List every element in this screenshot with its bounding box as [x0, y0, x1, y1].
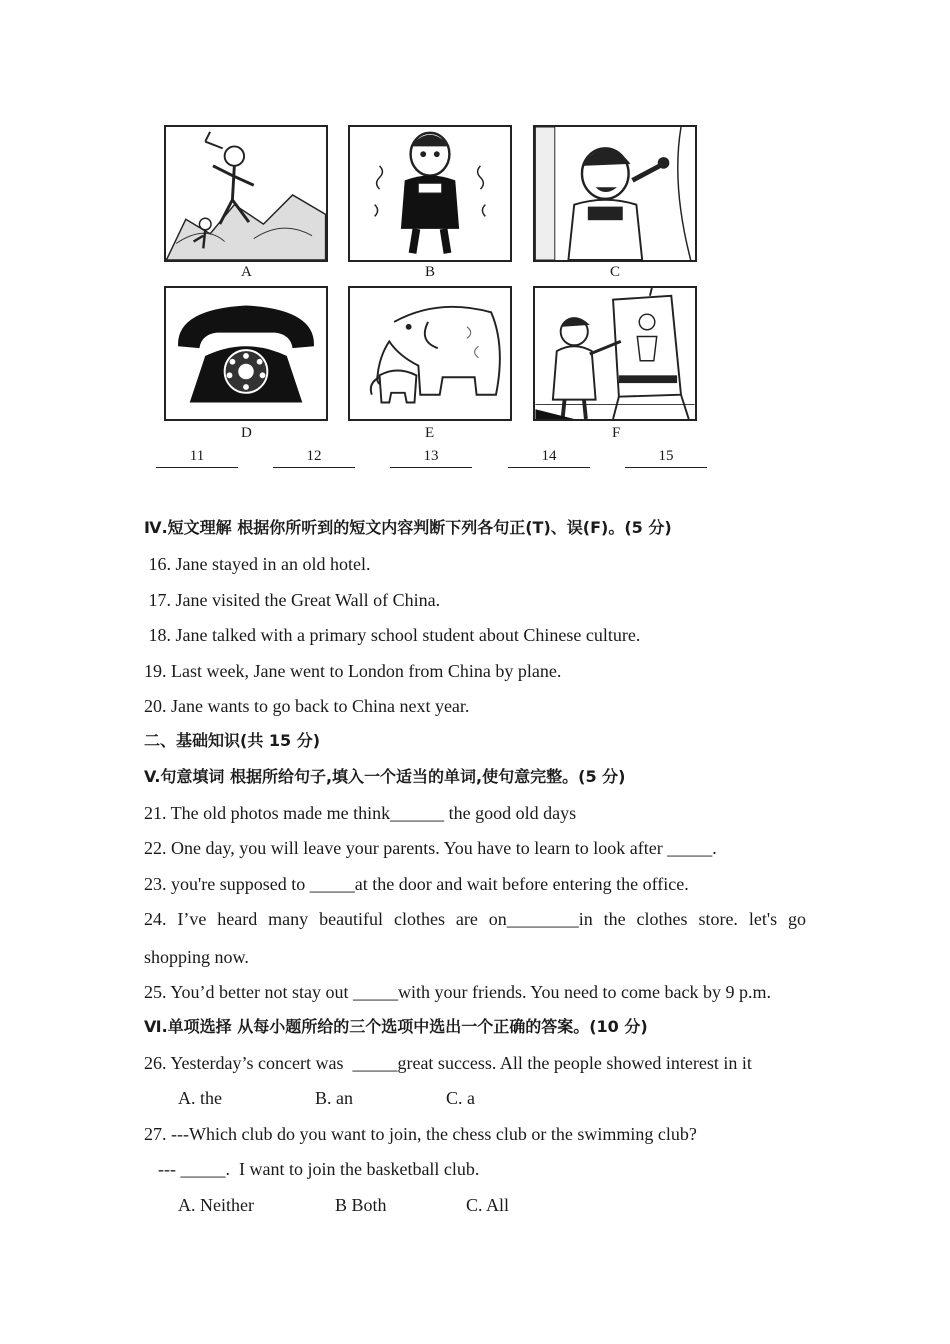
painter-icon — [535, 288, 695, 419]
picture-label: C — [610, 264, 621, 280]
question-16: 16. Jane stayed in an old hotel. — [144, 554, 371, 574]
picture-label: D — [241, 425, 252, 441]
cold-person-icon — [350, 127, 510, 260]
question-22: 22. One day, you will leave your parents. You have to learn to look after _____. — [144, 838, 717, 858]
picture-label: E — [425, 425, 435, 441]
section-6-heading: Ⅵ.单项选择 从每小题所给的三个选项中选出一个正确的答案。(10 分) — [144, 1017, 648, 1036]
picture-label: A — [241, 264, 252, 280]
part-2-heading: 二、基础知识(共 15 分) — [144, 731, 321, 750]
option-26-a[interactable]: A. the — [178, 1088, 222, 1108]
question-27-reply: --- _____. I want to join the basketball club. — [158, 1159, 480, 1179]
question-19: 19. Last week, Jane went to London from China by plane. — [144, 661, 562, 681]
picture-label: B — [425, 264, 436, 280]
question-21: 21. The old photos made me think______ the good old days — [144, 803, 577, 823]
question-20: 20. Jane wants to go back to China next year. — [144, 696, 470, 716]
answer-blank-13[interactable]: 13 — [390, 448, 472, 468]
elephants-icon — [350, 288, 510, 419]
section-4-heading: Ⅳ.短文理解 根据你所听到的短文内容判断下列各句正(T)、误(F)。(5 分) — [144, 518, 672, 537]
answer-blank-11[interactable]: 11 — [156, 448, 238, 468]
question-17: 17. Jane visited the Great Wall of China. — [144, 590, 441, 610]
question-23: 23. you're supposed to _____at the door and wait before entering the office. — [144, 874, 689, 894]
question-27: 27. ---Which club do you want to join, the chess club or the swimming club? — [144, 1124, 697, 1144]
telephone-icon — [166, 288, 326, 419]
option-27-a[interactable]: A. Neither — [178, 1195, 254, 1215]
question-25: 25. You’d better not stay out _____with your friends. You need to come back by 9 p.m. — [144, 982, 771, 1002]
option-27-b[interactable]: B Both — [335, 1195, 387, 1215]
answer-blank-12[interactable]: 12 — [273, 448, 355, 468]
option-26-b[interactable]: B. an — [315, 1088, 353, 1108]
option-27-c[interactable]: C. All — [466, 1195, 510, 1215]
picture-a — [164, 125, 328, 262]
mountain-climber-icon — [166, 127, 326, 260]
singer-icon — [535, 127, 695, 260]
picture-e — [348, 286, 512, 421]
picture-d — [164, 286, 328, 421]
question-24: 24. I’ve heard many beautiful clothes are on________in the clothes store. let's go — [144, 909, 806, 929]
option-26-c[interactable]: C. a — [446, 1088, 475, 1108]
question-26: 26. Yesterday’s concert was _____great success. All the people showed interest in it — [144, 1053, 752, 1073]
answer-blank-15[interactable]: 15 — [625, 448, 707, 468]
question-18: 18. Jane talked with a primary school student about Chinese culture. — [144, 625, 641, 645]
question-24-cont: shopping now. — [144, 947, 249, 967]
picture-b — [348, 125, 512, 262]
picture-label: F — [612, 425, 621, 441]
section-5-heading: V.句意填词 根据所给句子,填入一个适当的单词,使句意完整。(5 分) — [144, 767, 626, 786]
picture-f — [533, 286, 697, 421]
picture-c — [533, 125, 697, 262]
answer-blank-14[interactable]: 14 — [508, 448, 590, 468]
